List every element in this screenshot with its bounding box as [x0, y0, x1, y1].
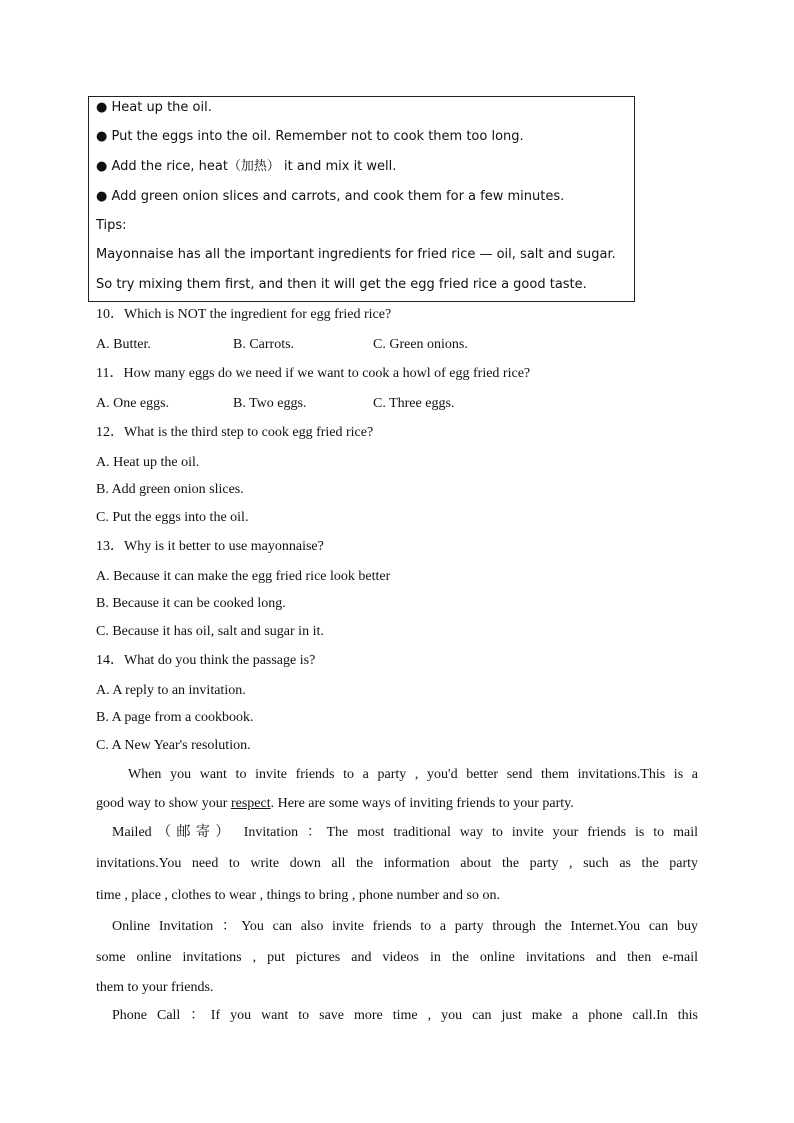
question-13-option-c: C. Because it has oil, salt and sugar in it. — [96, 624, 324, 639]
passage-mailed-line-3: time , place , clothes to wear , things to bring , phone number and so on. — [96, 888, 500, 903]
passage-mailed-line-2: invitations.You need to write down all the information about the party , such as the party — [96, 856, 698, 871]
passage-online-line-1: Online Invitation ：You can also invite friends to a party through the Internet.You can buy — [112, 919, 698, 934]
question-13-option-b: B. Because it can be cooked long. — [96, 596, 286, 611]
question-12-option-b: B. Add green onion slices. — [96, 482, 244, 497]
question-11-options — [96, 395, 696, 413]
passage-online-line-3: them to your friends. — [96, 980, 214, 995]
question-11-stem: 11．How many eggs do we need if we want to cook a howl of egg fried rice? — [96, 366, 531, 381]
passage-intro — [96, 766, 698, 814]
question-12-stem: 12．What is the third step to cook egg fried rice? — [96, 425, 374, 440]
recipe-step-4: ● Add green onion slices and carrots, and cook them for a few minutes. — [96, 189, 565, 204]
tips-heading: Tips: — [96, 218, 127, 233]
passage-phone-call — [96, 1007, 698, 1027]
tips-line-2: So try mixing them first, and then it will get the egg fried rice a good taste. — [96, 277, 587, 292]
question-13-stem: 13．Why is it better to use mayonnaise? — [96, 539, 324, 554]
question-11-option-c: C. Three eggs. — [373, 396, 455, 411]
recipe-step-3: ● Add the rice, heat（加热） it and mix it well. — [96, 159, 397, 174]
passage-mailed-line-1: Mailed（邮寄） Invitation ：The most traditional way to invite your friends is to mail — [112, 825, 698, 840]
question-10-options — [96, 336, 696, 354]
question-10-option-a: A. Butter. — [96, 337, 151, 352]
passage-mailed-invitation — [96, 824, 698, 906]
question-10-option-b: B. Carrots. — [233, 337, 295, 352]
tips-line-1: Mayonnaise has all the important ingredients for fried rice — oil, salt and sugar. — [96, 247, 616, 262]
question-11-option-b: B. Two eggs. — [233, 396, 307, 411]
passage-intro-line-2 — [96, 795, 698, 813]
question-13-option-a: A. Because it can make the egg fried rice look better — [96, 569, 391, 584]
recipe-box — [88, 96, 635, 302]
question-14-option-b: B. A page from a cookbook. — [96, 710, 254, 725]
passage-online-line-2: some online invitations , put pictures and videos in the online invitations and then e-mail — [96, 950, 698, 965]
question-12-option-a: A. Heat up the oil. — [96, 455, 200, 470]
question-14-option-c: C. A New Year's resolution. — [96, 738, 251, 753]
passage-intro-line-2-text: good way to show your — [96, 796, 231, 811]
passage-intro-line-2-text-end: . Here are some ways of inviting friends to your party. — [270, 796, 574, 811]
passage-online-invitation — [96, 918, 698, 998]
question-11-option-a: A. One eggs. — [96, 396, 170, 411]
question-14-stem: 14．What do you think the passage is? — [96, 653, 316, 668]
recipe-step-2: ● Put the eggs into the oil. Remember not to cook them too long. — [96, 129, 524, 144]
question-12-option-c: C. Put the eggs into the oil. — [96, 510, 249, 525]
question-10-option-c: C. Green onions. — [373, 337, 468, 352]
question-10-stem: 10．Which is NOT the ingredient for egg fried rice? — [96, 307, 392, 322]
passage-intro-line-1: When you want to invite friends to a party , you'd better send them invitations.This is a — [128, 767, 698, 782]
recipe-step-1: ● Heat up the oil. — [96, 100, 212, 115]
question-14-option-a: A. A reply to an invitation. — [96, 683, 246, 698]
underlined-word-respect: respect — [230, 796, 271, 811]
passage-phone-line-1: Phone Call ：If you want to save more time , you can just make a phone call.In this — [112, 1008, 698, 1023]
